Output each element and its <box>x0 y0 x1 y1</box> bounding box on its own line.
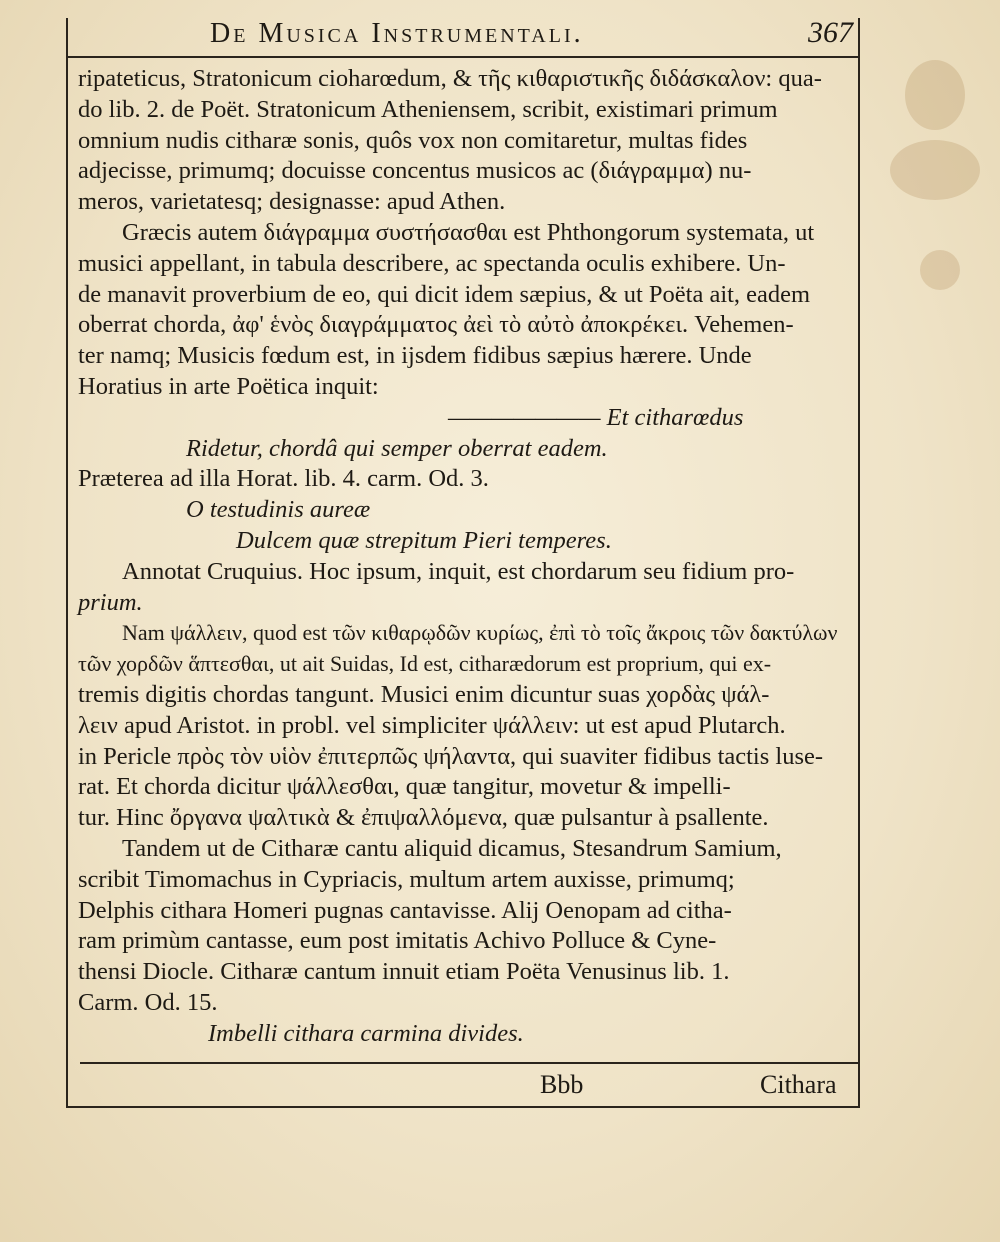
verse-line: Ridetur, chordâ qui semper oberrat eadem. <box>186 434 608 462</box>
text-line: scribit Timomachus in Cypriacis, multum artem auxisse, primumq; <box>78 865 735 893</box>
text-line: de manavit proverbium de eo, qui dicit idem sæpius, & ut Poëta ait, eadem <box>78 280 811 308</box>
text-line: Carm. Od. 15. <box>78 988 218 1016</box>
text-line: Nam ψάλλειν, quod est τῶν κιθαρῳδῶν κυρίως, ἐπὶ τὸ τοῖς ἄκροις τῶν δακτύλων <box>122 620 838 646</box>
text-line: do lib. 2. de Poët. Stratonicum Atheniensem, scribit, existimari primum <box>78 95 778 123</box>
text-line: τῶν χορδῶν ἅπτεσθαι, ut ait Suidas, Id est, citharædorum est proprium, qui ex- <box>78 651 772 677</box>
verse-line: ——————— Et citharœdus <box>448 403 744 431</box>
running-head: De Musica Instrumentali. <box>210 18 584 49</box>
text-line: thensi Diocle. Citharæ cantum innuit etiam Poëta Venusinus lib. 1. <box>78 958 730 986</box>
verse-line: O testudinis aureæ <box>186 496 371 524</box>
text-line: rat. Et chorda dicitur ψάλλεσθαι, quæ tangitur, movetur & impelli- <box>78 773 731 801</box>
text-line: Tandem ut de Citharæ cantu aliquid dicamus, Stesandrum Samium, <box>122 834 782 862</box>
text-line: λειν apud Aristot. in probl. vel simpliciter ψάλλειν: ut est apud Plutarch. <box>78 711 786 739</box>
verse-line: Imbelli cithara carmina divides. <box>208 1019 524 1047</box>
bottom-rule <box>66 1106 860 1108</box>
page-number: 367 <box>808 16 853 49</box>
text-line: musici appellant, in tabula describere, ac spectanda oculis exhibere. Un- <box>78 249 786 277</box>
foxing-stain <box>905 60 965 130</box>
text-line: prium. <box>78 588 143 616</box>
text-line: tur. Hinc ὄργανα ψαλτικὰ & ἐπιψαλλόμενα, quæ pulsantur à psallente. <box>78 804 769 832</box>
signature-mark: Bbb <box>540 1070 584 1099</box>
catchword: Cithara <box>760 1070 837 1099</box>
text-line: ter namq; Musicis fœdum est, in ijsdem fidibus sæpius hærere. Unde <box>78 342 752 370</box>
text-line: Præterea ad illa Horat. lib. 4. carm. Od. 3. <box>78 465 489 493</box>
text-line: tremis digitis chordas tangunt. Musici enim dicuntur suas χορδὰς ψάλ- <box>78 680 770 708</box>
text-line: ripateticus, Stratonicum cioharœdum, & τῆς κιθαριστικῆς διδάσκαλον: qua- <box>78 65 822 92</box>
text-line: adjecisse, primumq; docuisse concentus musicos ac (διάγραμμα) nu- <box>78 157 752 185</box>
foxing-stain <box>890 140 980 200</box>
text-line: ram primùm cantasse, eum post imitatis Achivo Polluce & Cyne- <box>78 927 717 955</box>
footer-rule <box>80 1062 858 1064</box>
verse-line: Dulcem quæ strepitum Pieri temperes. <box>236 526 612 554</box>
text-line: in Pericle πρὸς τὸν υἱὸν ἐπιτερπῶς ψήλαντα, qui suaviter fidibus tactis luse- <box>78 742 824 770</box>
page-frame-right <box>858 18 860 1106</box>
text-line: Græcis autem διάγραμμα συστήσασθαι est Phthongorum systemata, ut <box>122 218 815 246</box>
text-line: oberrat chorda, ἀφ' ἑνὸς διαγράμματος ἀεὶ τὸ αὐτὸ ἀποκρέκει. Vehemen- <box>78 311 794 339</box>
page-frame-left <box>66 18 68 1106</box>
body-text <box>78 64 858 1050</box>
header-rule <box>66 56 860 58</box>
text-line: meros, varietatesq; designasse: apud Athen. <box>78 188 506 216</box>
text-line: omnium nudis citharæ sonis, quôs vox non comitaretur, multas fides <box>78 126 748 154</box>
text-line: Horatius in arte Poëtica inquit: <box>78 372 379 400</box>
foxing-stain <box>920 250 960 290</box>
text-line: Delphis cithara Homeri pugnas cantavisse. Alij Oenopam ad cithа- <box>78 896 732 924</box>
text-line: Annotat Cruquius. Hoc ipsum, inquit, est chordarum seu fidium pro- <box>122 557 795 585</box>
